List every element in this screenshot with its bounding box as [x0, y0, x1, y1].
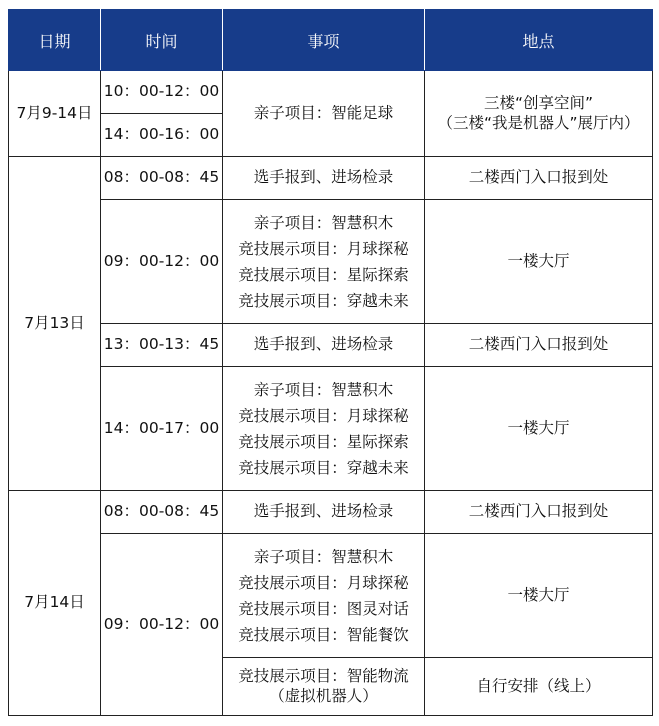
- item-line: 亲子项目：智慧积木: [253, 547, 394, 566]
- location-line: 二楼西门入口报到处: [468, 168, 609, 187]
- item-line: 亲子项目：智能足球: [253, 103, 394, 122]
- time-cell: 14：00-17：00: [101, 367, 223, 491]
- location-line: 一楼大厅: [507, 585, 570, 604]
- location-line: 自行安排（线上）: [476, 676, 601, 695]
- location-line: 三楼“创享空间”: [483, 94, 594, 113]
- location-line: （三楼“我是机器人”展厅内）: [437, 113, 640, 132]
- location-cell: [425, 534, 653, 658]
- location-cell: [425, 367, 653, 491]
- location-cell: [425, 491, 653, 534]
- location-line: 二楼西门入口报到处: [468, 502, 609, 521]
- time-cell: 10：00-12：00: [101, 71, 223, 114]
- item-line: 竞技展示项目：月球探秘: [238, 573, 409, 592]
- header-time: 时间: [101, 10, 223, 71]
- time-cell: 09：00-12：00: [101, 534, 223, 716]
- item-line: 选手报到、进场检录: [253, 335, 394, 354]
- location-cell: [425, 324, 653, 367]
- location-line: 二楼西门入口报到处: [468, 335, 609, 354]
- table-row: [9, 157, 653, 200]
- date-cell: 7月13日: [9, 157, 101, 491]
- item-cell: [223, 71, 425, 157]
- location-cell: [425, 200, 653, 324]
- table-row: [9, 367, 653, 491]
- item-line: 亲子项目：智慧积木: [253, 380, 394, 399]
- item-line: 选手报到、进场检录: [253, 502, 394, 521]
- header-location: 地点: [425, 10, 653, 71]
- item-cell: [223, 324, 425, 367]
- table-row: [9, 534, 653, 658]
- location-line: 一楼大厅: [507, 418, 570, 437]
- item-line: 竞技展示项目：智能餐饮: [238, 625, 409, 644]
- header-row: [9, 10, 653, 71]
- item-line: 竞技展示项目：穿越未来: [238, 458, 409, 477]
- item-line: 竞技展示项目：图灵对话: [238, 599, 409, 618]
- item-line: （虚拟机器人）: [269, 686, 378, 705]
- schedule-table: [8, 9, 653, 716]
- date-cell: 7月14日: [9, 491, 101, 716]
- item-cell: [223, 200, 425, 324]
- location-cell: [425, 71, 653, 157]
- item-line: 竞技展示项目：星际探索: [238, 432, 409, 451]
- date-cell: 7月9-14日: [9, 71, 101, 157]
- time-cell: 14：00-16：00: [101, 114, 223, 157]
- time-cell: 08：00-08：45: [101, 157, 223, 200]
- table-row: [9, 324, 653, 367]
- item-line: 选手报到、进场检录: [253, 168, 394, 187]
- item-line: 竞技展示项目：智能物流: [238, 667, 409, 686]
- item-cell: [223, 157, 425, 200]
- time-cell: 13：00-13：45: [101, 324, 223, 367]
- item-line: 竞技展示项目：月球探秘: [238, 406, 409, 425]
- location-cell: [425, 157, 653, 200]
- item-line: 竞技展示项目：月球探秘: [238, 239, 409, 258]
- location-line: 一楼大厅: [507, 251, 570, 270]
- item-line: 竞技展示项目：穿越未来: [238, 291, 409, 310]
- item-cell: [223, 367, 425, 491]
- location-cell: [425, 658, 653, 716]
- time-cell: 09：00-12：00: [101, 200, 223, 324]
- table-row: [9, 491, 653, 534]
- item-cell: [223, 658, 425, 716]
- header-date: 日期: [9, 10, 101, 71]
- item-cell: [223, 534, 425, 658]
- table-row: [9, 200, 653, 324]
- time-cell: 08：00-08：45: [101, 491, 223, 534]
- item-cell: [223, 491, 425, 534]
- item-line: 竞技展示项目：星际探索: [238, 265, 409, 284]
- header-item: 事项: [223, 10, 425, 71]
- table-row: [9, 71, 653, 114]
- item-line: 亲子项目：智慧积木: [253, 213, 394, 232]
